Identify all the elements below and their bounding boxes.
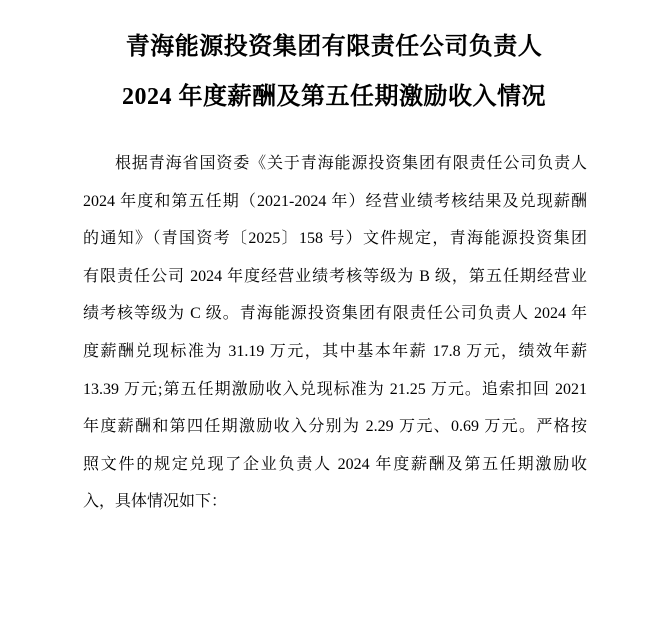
body-text-line: 度薪酬兑现标准为 31.19 万元，其中基本年薪 17.8 万元，绩效年薪 — [83, 342, 587, 360]
page-title-line-1: 青海能源投资集团有限责任公司负责人 — [125, 34, 543, 60]
body-text-line: 照文件的规定兑现了企业负责人 2024 年度薪酬及第五任期激励收 — [83, 455, 587, 473]
body-text-line: 入，具体情况如下： — [83, 493, 228, 511]
body-text-line: 年度薪酬和第四任期激励收入分别为 2.29 万元、0.69 万元。严格按 — [83, 418, 587, 436]
page-title-line-2: 2024 年度薪酬及第五任期激励收入情况 — [122, 84, 546, 110]
body-text-line: 有限责任公司 2024 年度经营业绩考核等级为 B 级，第五任期经营业 — [83, 267, 587, 285]
page-title — [20, 22, 648, 122]
body-text-line: 绩考核等级为 C 级。青海能源投资集团有限责任公司负责人 2024 年 — [83, 305, 587, 323]
body-text-line: 根据青海省国资委《关于青海能源投资集团有限责任公司负责人 — [115, 155, 587, 172]
body-text-line: 的通知》（青国资考〔2025〕158 号）文件规定，青海能源投资集团 — [83, 230, 587, 248]
body-text-line: 13.39 万元;第五任期激励收入兑现标准为 21.25 万元。追索扣回 2021 — [83, 380, 587, 398]
document-body-paragraph — [83, 145, 587, 521]
body-text-line: 2024 年度和第五任期（2021-2024 年）经营业绩考核结果及兑现薪酬 — [83, 192, 587, 210]
